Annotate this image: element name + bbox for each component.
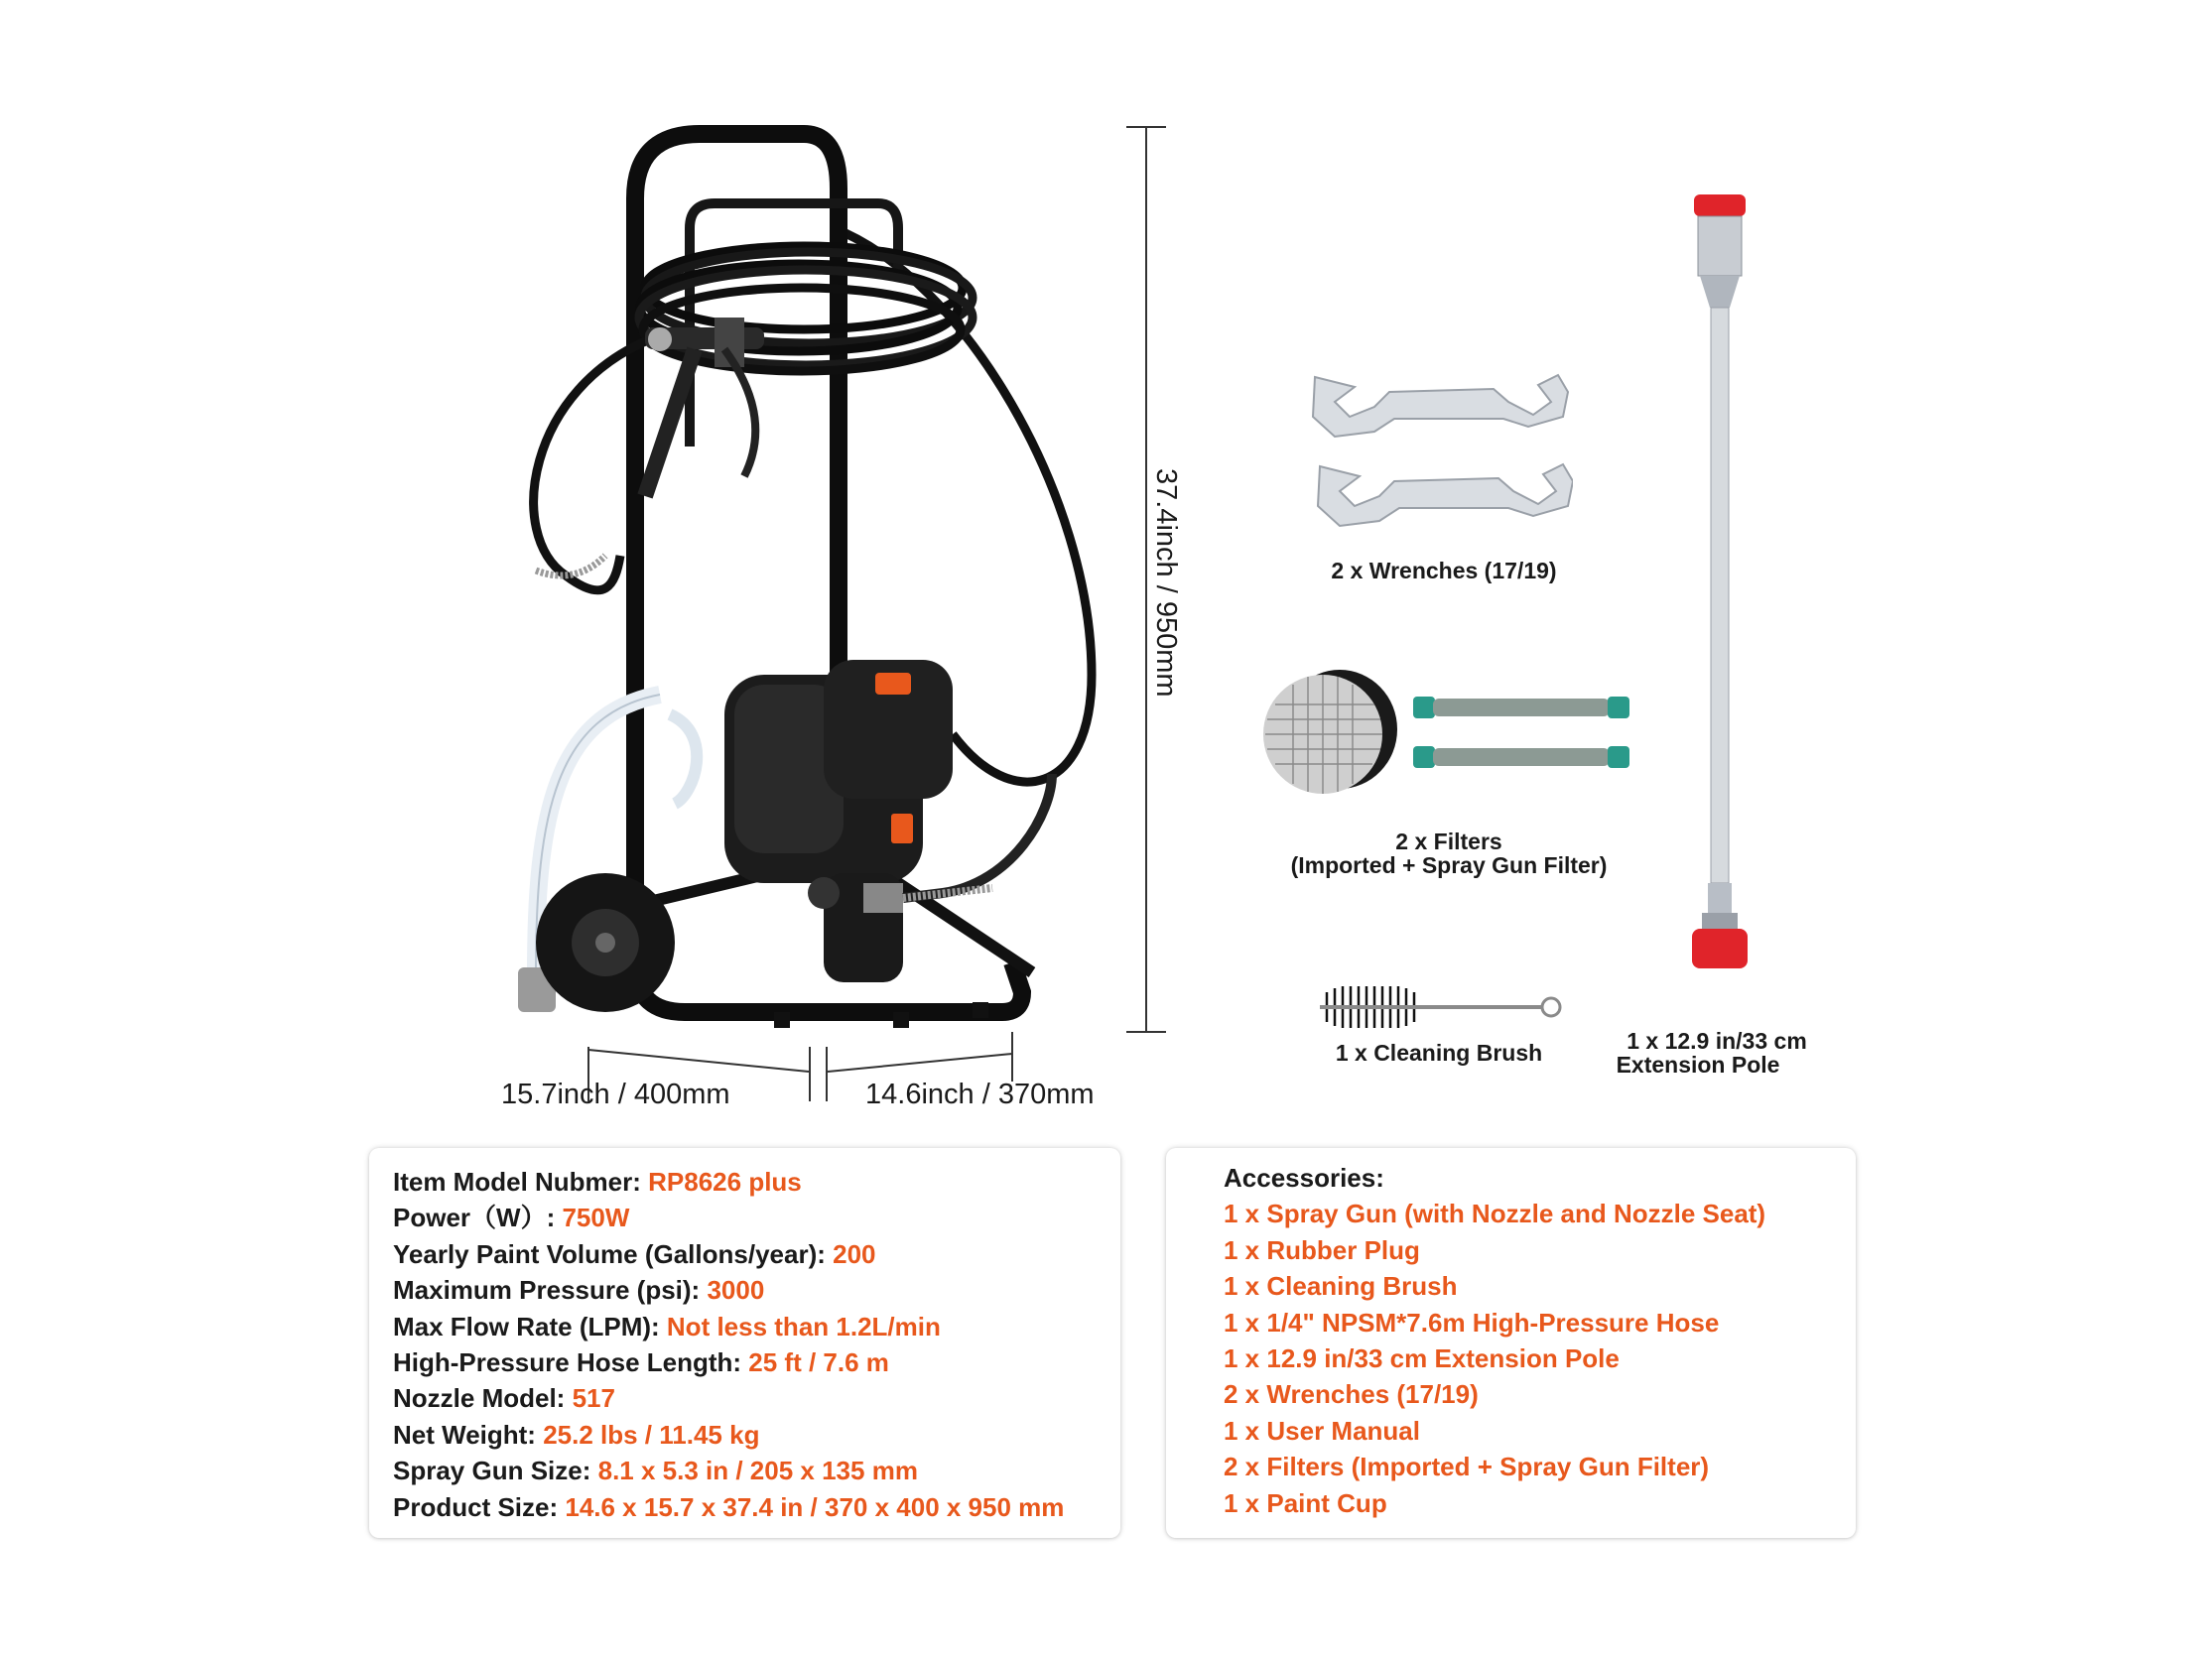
spec-value: 14.6 x 15.7 x 37.4 in / 370 x 400 x 950 mm: [565, 1491, 1065, 1522]
pole-caption-line2: Extension Pole: [1616, 1052, 1780, 1078]
spec-row: [393, 1489, 1064, 1525]
accessories-card: [1166, 1148, 1856, 1538]
spec-value: 8.1 x 5.3 in / 205 x 135 mm: [597, 1456, 918, 1486]
spec-value: 200: [833, 1238, 876, 1269]
accessory-item: 1 x Paint Cup: [1224, 1487, 1387, 1518]
accessory-item: 1 x Cleaning Brush: [1224, 1271, 1458, 1302]
specifications-card: [369, 1148, 1120, 1538]
spec-label: Max Flow Rate (LPM):: [393, 1311, 667, 1341]
spec-label: Maximum Pressure (psi):: [393, 1275, 708, 1306]
spec-value: 25 ft / 7.6 m: [748, 1347, 889, 1378]
extension-pole-icon: [1672, 189, 1771, 1012]
spec-row: [393, 1200, 1064, 1235]
spec-row: [393, 1272, 1064, 1308]
spec-label: Net Weight:: [393, 1419, 544, 1450]
accessory-item: 1 x User Manual: [1224, 1415, 1420, 1446]
width-dimension-label: 15.7inch / 400mm: [501, 1079, 730, 1110]
accessory-item: 1 x 1/4" NPSM*7.6m High-Pressure Hose: [1224, 1307, 1720, 1338]
cleaning-brush-icon: [1315, 982, 1563, 1032]
spec-label: Spray Gun Size:: [393, 1456, 598, 1486]
spec-row: [393, 1164, 1064, 1200]
spec-label: Power（W）:: [393, 1203, 563, 1233]
spec-value: 3000: [707, 1275, 765, 1306]
accessory-item: 1 x Spray Gun (with Nozzle and Nozzle Seat): [1224, 1199, 1766, 1229]
spec-value: 517: [572, 1383, 615, 1414]
spec-row: [393, 1453, 1064, 1488]
spec-label: High-Pressure Hose Length:: [393, 1347, 749, 1378]
pole-caption-line1: 1 x 12.9 in/33 cm: [1626, 1028, 1807, 1054]
depth-dimension-label: 14.6inch / 370mm: [865, 1079, 1095, 1110]
accessory-item: 2 x Wrenches (17/19): [1224, 1379, 1479, 1410]
spec-row: [393, 1309, 1064, 1344]
spec-row: [393, 1417, 1064, 1453]
accessories-title: Accessories:: [1224, 1163, 1384, 1193]
spec-value: 750W: [562, 1203, 630, 1233]
height-dimension-label: 37.4inch / 950mm: [1150, 468, 1182, 698]
filters-caption-line1: 2 x Filters: [1395, 829, 1502, 854]
wrench-icon: [1295, 357, 1573, 536]
filters-caption-line2: (Imported + Spray Gun Filter): [1290, 852, 1608, 878]
spec-row: [393, 1344, 1064, 1380]
accessory-item: 1 x Rubber Plug: [1224, 1234, 1420, 1265]
spec-label: Nozzle Model:: [393, 1383, 573, 1414]
specifications-list: [393, 1164, 1064, 1525]
brush-caption: 1 x Cleaning Brush: [1335, 1040, 1543, 1066]
spec-value: 25.2 lbs / 11.45 kg: [543, 1419, 760, 1450]
mesh-filter-icon: [1245, 665, 1404, 799]
accessory-item: 1 x 12.9 in/33 cm Extension Pole: [1224, 1343, 1620, 1374]
spec-row: [393, 1380, 1064, 1416]
wrenches-caption: 2 x Wrenches (17/19): [1331, 558, 1557, 583]
gun-filter-icon: [1409, 685, 1647, 784]
spec-row: [393, 1236, 1064, 1272]
spec-label: Product Size:: [393, 1491, 566, 1522]
spec-value: Not less than 1.2L/min: [666, 1311, 941, 1341]
spec-label: Item Model Nubmer:: [393, 1167, 649, 1197]
accessories-list: [1224, 1196, 1765, 1521]
accessory-item: 2 x Filters (Imported + Spray Gun Filter): [1224, 1452, 1710, 1482]
spec-value: RP8626 plus: [648, 1167, 802, 1197]
spec-label: Yearly Paint Volume (Gallons/year):: [393, 1238, 834, 1269]
